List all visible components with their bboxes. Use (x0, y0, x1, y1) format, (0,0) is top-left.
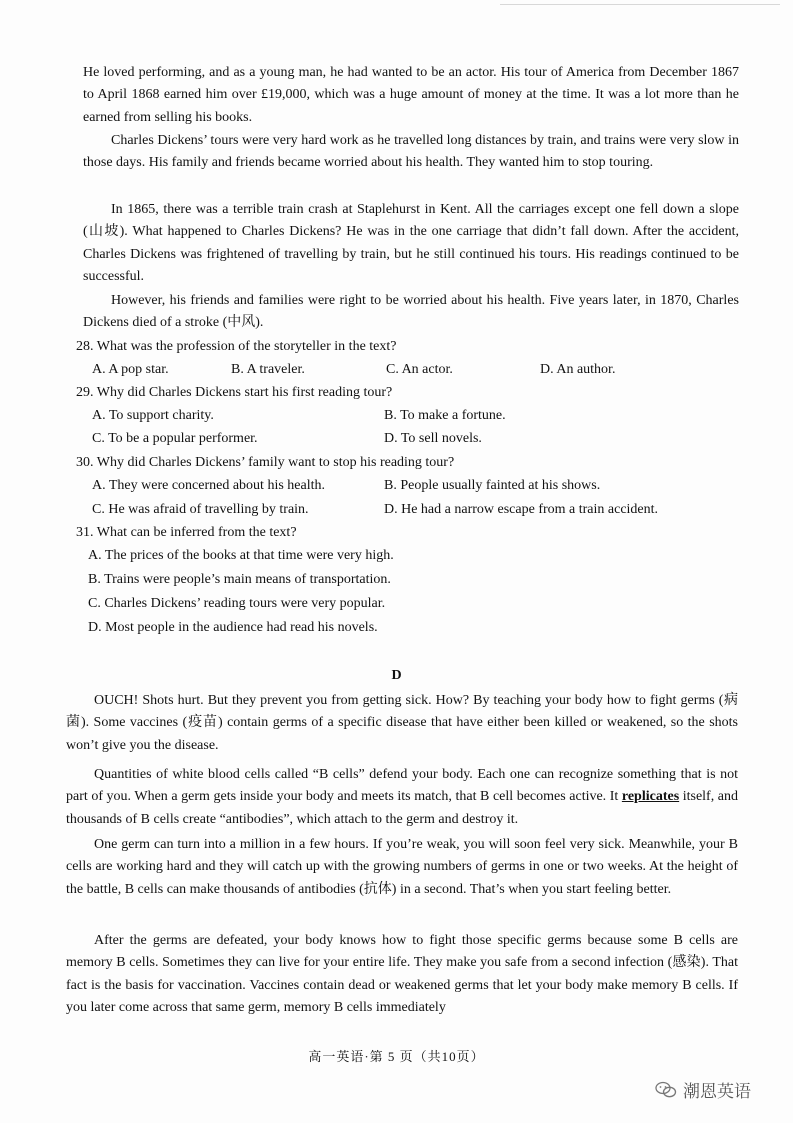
question-31-option-a[interactable]: A. The prices of the books at that time were very high. (88, 548, 394, 563)
question-30-option-c[interactable]: C. He was afraid of travelling by train. (92, 502, 309, 517)
question-28-option-c[interactable]: C. An actor. (386, 362, 453, 377)
question-30-option-b[interactable]: B. People usually fainted at his shows. (384, 478, 601, 493)
section-d-title: D (391, 668, 402, 683)
question-28-option-d[interactable]: D. An author. (540, 362, 616, 377)
question-28-stem: 28. What was the profession of the storyteller in the text? (76, 339, 397, 354)
question-28-option-a[interactable]: A. A pop star. (92, 362, 169, 377)
question-29-option-a[interactable]: A. To support charity. (92, 408, 214, 423)
question-31-stem: 31. What can be inferred from the text? (76, 525, 297, 540)
watermark (655, 1077, 751, 1102)
question-29-option-c[interactable]: C. To be a popular performer. (92, 431, 258, 446)
passage-d-paragraph-2: Quantities of white blood cells called “B cells” defend your body. Each one can recognize something that is not part of you. When a germ gets inside your body and meets its match, that B cell becomes active. It replicates itself, and thousands of B cells create “antibodies”, which attach to the germ and destroy it. (66, 767, 738, 827)
passage-c-paragraph-1: He loved performing, and as a young man, he had wanted to be an actor. His tour of America from December 1867 to April 1868 earned him over £19,000, which was a huge amount of money at the time. It was a lot more than he earned from selling his books. (83, 65, 739, 125)
question-31-option-c[interactable]: C. Charles Dickens’ reading tours were very popular. (88, 596, 386, 611)
passage-d-paragraph-1: OUCH! Shots hurt. But they prevent you from getting sick. How? By teaching your body how to fight germs (病菌). Some vaccines (疫苗) contain germs of a specific disease that have either been killed or weakened, so the shots won’t give you the disease. (66, 693, 738, 753)
passage-d-paragraph-3: One germ can turn into a million in a few hours. If you’re weak, you will soon feel very sick. Meanwhile, your B cells are working hard and they will catch up with the growing numbers of germs in one or two weeks. At the height of the battle, B cells can make thousands of antibodies (抗体) in a second. That’s when you start feeling better. (66, 837, 738, 897)
page-footer: 高一英语·第 5 页（共10页） (308, 1049, 485, 1064)
passage-c-paragraph-3: In 1865, there was a terrible train crash at Staplehurst in Kent. All the carriages except one fell down a slope (山坡). What happened to Charles Dickens? He was in the one carriage that didn’t fall down. After the accident, Charles Dickens was frightened of travelling by train, but he still continued his tours. His readings continued to be successful. (83, 202, 739, 284)
question-28-option-b[interactable]: B. A traveler. (231, 362, 305, 377)
question-29-option-d[interactable]: D. To sell novels. (384, 431, 482, 446)
underlined-word: replicates (621, 789, 680, 805)
question-29-stem: 29. Why did Charles Dickens start his first reading tour? (76, 385, 393, 400)
question-30-option-d[interactable]: D. He had a narrow escape from a train accident. (384, 502, 659, 517)
passage-c-paragraph-4: However, his friends and families were right to be worried about his health. Five years later, in 1870, Charles Dickens died of a stroke (中风). (83, 293, 739, 331)
question-29-option-b[interactable]: B. To make a fortune. (384, 408, 506, 423)
watermark-text: 潮恩英语 (683, 1082, 751, 1102)
question-31-option-b[interactable]: B. Trains were people’s main means of transportation. (88, 572, 391, 587)
wechat-icon (655, 1081, 677, 1099)
question-30-stem: 30. Why did Charles Dickens’ family want to stop his reading tour? (76, 455, 455, 470)
passage-c-paragraph-2: Charles Dickens’ tours were very hard work as he travelled long distances by train, and trains were very slow in those days. His family and friends became worried about his health. They wanted him to stop touring. (83, 133, 739, 171)
question-31-option-d[interactable]: D. Most people in the audience had read his novels. (88, 620, 378, 635)
scan-edge-line (500, 4, 780, 5)
question-30-option-a[interactable]: A. They were concerned about his health. (92, 478, 325, 493)
passage-d-paragraph-4: After the germs are defeated, your body knows how to fight those specific germs because some B cells are memory B cells. Sometimes they can live for your entire life. They make you safe from a second infection (感染). That fact is the basis for vaccination. Vaccines contain dead or weakened germs that let your body make memory B cells. If you later come across that same germ, memory B cells immediately (66, 933, 738, 1015)
